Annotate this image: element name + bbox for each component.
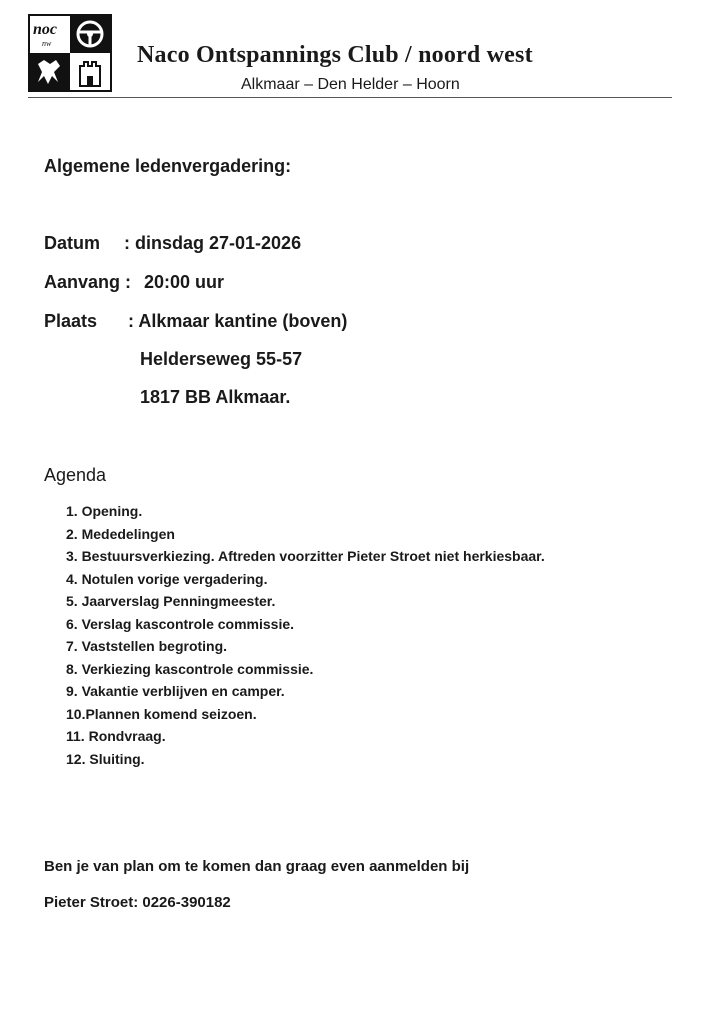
agenda-item: 9. Vakantie verblijven en camper. xyxy=(66,683,285,699)
contact-line: Pieter Stroet: 0226-390182 xyxy=(44,894,231,911)
place-label: Plaats xyxy=(44,311,98,331)
agenda-item: 6. Verslag kascontrole commissie. xyxy=(66,615,295,632)
agenda-item: 1. Opening. xyxy=(66,503,143,519)
agenda-list xyxy=(66,500,545,770)
start-value: 20:00 uur xyxy=(144,272,225,292)
agenda-item: 8. Verkiezing kascontrole commissie. xyxy=(66,660,314,677)
agenda-item: 3. Bestuursverkiezing. Aftreden voorzitter Pieter Stroet niet herkiesbaar. xyxy=(66,548,545,564)
svg-text:nw: nw xyxy=(42,39,52,48)
agenda-item: 12. Sluiting. xyxy=(66,750,145,767)
place-value: : Alkmaar kantine (boven) xyxy=(128,311,348,331)
agenda-item: 4. Notulen vorige vergadering. xyxy=(66,570,268,587)
date-label: Datum xyxy=(44,233,101,253)
svg-text:noc: noc xyxy=(33,21,57,38)
address-street: Helderseweg 55-57 xyxy=(140,349,303,369)
agenda-item: 7. Vaststellen begroting. xyxy=(66,638,228,654)
address-city: 1817 BB Alkmaar. xyxy=(140,387,291,407)
club-title: Naco Ontspannings Club / noord west xyxy=(137,42,533,68)
start-label: Aanvang : xyxy=(44,272,132,292)
club-locations: Alkmaar – Den Helder – Hoorn xyxy=(241,76,460,93)
meeting-heading: Algemene ledenvergadering: xyxy=(44,156,292,176)
club-logo xyxy=(28,14,112,92)
agenda-item: 2. Mededelingen xyxy=(66,525,175,542)
agenda-item: 5. Jaarverslag Penningmeester. xyxy=(66,593,276,609)
agenda-item: 11. Rondvraag. xyxy=(66,728,166,744)
agenda-item: 10.Plannen komend seizoen. xyxy=(66,705,257,722)
header-divider xyxy=(28,97,672,98)
date-value: : dinsdag 27-01-2026 xyxy=(124,233,302,253)
agenda-heading: Agenda xyxy=(44,465,107,485)
signup-note: Ben je van plan om te komen dan graag even aanmelden bij xyxy=(44,858,470,875)
